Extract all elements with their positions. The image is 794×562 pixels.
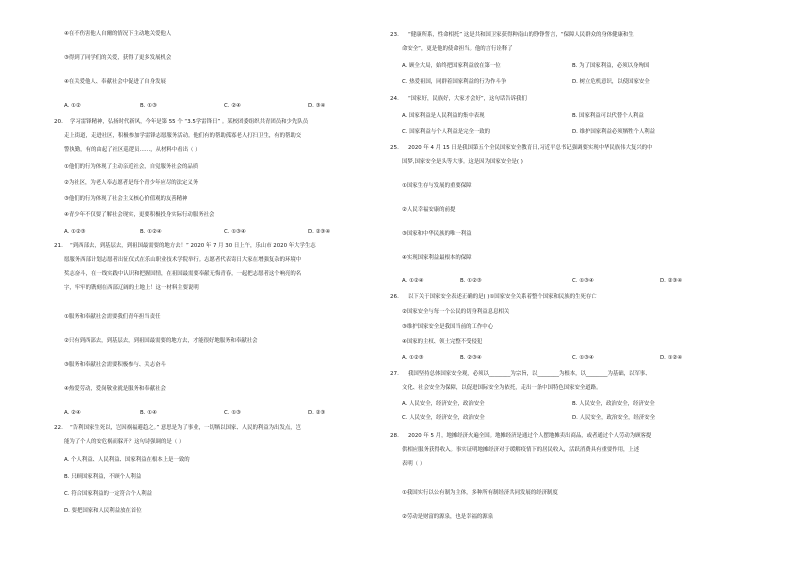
stem-line: 愿服务西部计划志愿者出征仪式在乐山职业技术学院举行。志愿者代表寄日大家在增强复杂的环境中 — [64, 257, 302, 263]
option-line: D. 要把国家和人民利益放在首位 — [64, 508, 142, 514]
item-line: ①服务和奉献社会需要我们青年担当责任 — [64, 314, 161, 320]
q19-options — [64, 103, 382, 110]
stem-line: 2020 年 5 月，地摊经济火遍全国。地摊经济是通过个人摆地摊卖出商品，或者通过个人劳动为顾客提 — [408, 433, 652, 439]
question-number: 21. — [54, 243, 63, 249]
q25-options — [402, 278, 744, 285]
option: B. 为了国家利益，必须以身殉国 — [572, 63, 650, 69]
question-number: 28. — [390, 433, 399, 439]
stem-line: 表明（ ） — [402, 461, 426, 467]
option: B. 国家利益可以代替个人利益 — [572, 113, 644, 119]
option: B. ①③ — [140, 103, 157, 109]
stem-line: 我国坚持总体国家安全观，必须以________为宗旨，以________为根本，以________为基础，以军事、 — [408, 371, 651, 377]
item-line: ②只有到西部去，到基层去，到祖国最需要的地方去，才能很好地服务和奉献社会 — [64, 338, 258, 344]
option: C. ①③ — [224, 410, 241, 416]
option: C. 人民安全，经济安全，政治安全 — [402, 415, 485, 421]
option-line: B. 只顾国家利益，不顾个人利益 — [64, 474, 142, 480]
option-line: A. 个人利益、人民利益、国家利益在根本上是一致的 — [64, 457, 190, 463]
option: C. ①③④ — [572, 355, 594, 361]
option: D. 树立危机意识，以使国家安全 — [572, 79, 650, 85]
item-line: ②人民幸福安康的前提 — [402, 207, 456, 213]
item-line: ①国家生存与发展的重要保障 — [402, 183, 472, 189]
stem-line: “到西部去，到基层去，到祖国最需要的地方去！” 2020 年 7 月 30 日上午，乐山市 2020 年大学生志 — [70, 243, 316, 249]
stem-line: 命安全”，更是他的使命担当。他的言行诠释了 — [402, 46, 513, 52]
stem-line: 奖志奋斗，在一线实践中认识和把握国情，在祖国最需要奉献无悔青春，一起把志愿者这个响亮的名 — [64, 271, 302, 277]
option: A. ①②③ — [64, 229, 86, 235]
stem-line: 警执勤，有的由起了社区巡逻员……，从材料中看出（ ） — [64, 147, 201, 153]
option: C. ①③④ — [224, 229, 246, 235]
item-line: ④在不伤害他人自爾的情况下主动地关爱他人 — [64, 31, 172, 37]
option: C. 国家利益与个人利益是完全一致的 — [402, 129, 491, 135]
q26-options — [402, 355, 744, 362]
option: B. ①②③ — [460, 278, 482, 284]
item-line: ④国家的主权、领土完整不受侵犯 — [402, 339, 483, 345]
item-line: ③得到了同学们的关爱，获得了更多发展机会 — [64, 55, 172, 61]
option-line: C. 符合国家利益的一定符合个人利益 — [64, 491, 153, 497]
option: B. 人民安全，政治安全，经济安全 — [572, 401, 655, 407]
stem-line: 以下关于国家安全表述正确的是( )①国家安全关系着整个国家和民族的生死存亡 — [408, 294, 597, 300]
item-line: ③国家和中华民族的唯一利益 — [402, 231, 472, 237]
option: C. 热爱祖国，同群着国家利益的行为作斗争 — [402, 79, 507, 85]
item-line: ③服务和奉献社会需要积极参与、关志奋斗 — [64, 362, 166, 368]
stem-line: 文化、社会安全为保障，以促进国际安全为依托，走出一条中国特色国家安全道路。 — [402, 385, 602, 391]
option: D. ②③④ — [660, 278, 683, 284]
question-number: 27. — [390, 371, 399, 377]
stem-line: 走上街道，走进社区，积极参加学雷锋志愿服务活动。他们有的帮助孤寡老人打扫卫生，有的帮助交 — [64, 133, 302, 139]
option: D. ②③④ — [308, 229, 331, 235]
stem-line: 供相应服务获得收入。事实证明地摊经济对于缓解疫情下的居民收入，活跃消费具有重要作用，上述 — [402, 447, 640, 453]
question-number: 26. — [390, 294, 399, 300]
q23-options — [402, 79, 744, 86]
option: D. 维护国家利益必须牺牲个人利益 — [572, 129, 656, 135]
stem-line: “国家好，民族好，大家才会好”，这句话告诉我们 — [408, 96, 527, 102]
stem-line: “告利国家生死以，岂因祸福避趋之。” 意思是为了事业，一切牺以国家、人民的利益为出发点，岂 — [70, 425, 302, 431]
option: B. ①②④ — [140, 229, 162, 235]
stem-line: 国梦,国家安全是头等大事。这是因为国家安全是( ) — [402, 159, 523, 165]
item-line: ③维护国家安全是我国当前的工作中心 — [402, 324, 494, 330]
q24-options — [402, 129, 744, 136]
option: A. 人民安全，经济安全，政治安全 — [402, 401, 485, 407]
option: A. ①②③ — [402, 355, 424, 361]
question-number: 24. — [390, 96, 399, 102]
item-line: ④青少年不仅要了解社会现实，更要积极投身实际行动服务社会 — [64, 212, 215, 218]
option: A. 顾全大局，始终把国家利益放在第一位 — [402, 63, 501, 69]
stem-line: 2020 年 4 月 15 日是我国第五个全民国家安全教育日,习近平总书记强调要实现中华民族伟大复兴的中 — [408, 145, 653, 151]
q20-options — [64, 229, 382, 236]
item-line: ②劳动是财富的源泉，也是幸福的源泉 — [402, 514, 494, 520]
item-line: ④热爱劳动，爱岗敬业就是服务和奉献社会 — [64, 386, 166, 392]
option: D. 人民安全，政治安全，经济安全 — [572, 415, 656, 421]
stem-line: 字，牢牢的镌刻在西部辽阔的土地上！这一材料主要说明 — [64, 285, 199, 291]
question-number: 23. — [390, 32, 399, 38]
option: D. ③④ — [308, 103, 326, 109]
option: A. ①② — [64, 103, 81, 109]
question-number: 25. — [390, 145, 399, 151]
item-line: ②国家安全与每一个公民的切身利益息息相关 — [402, 309, 510, 315]
q27-options — [402, 401, 744, 408]
option: A. 国家利益是人民利益的集中表现 — [402, 113, 485, 119]
option: A. ②④ — [64, 410, 81, 416]
question-number: 20. — [54, 119, 63, 125]
option: B. ①④ — [140, 410, 157, 416]
stem-line: 能为了个人的安危祸而躲开？这句诗强调的是（ ） — [64, 439, 185, 445]
option: B. ②③④ — [460, 355, 482, 361]
question-number: 22. — [54, 425, 63, 431]
option: D. ①②④ — [660, 355, 683, 361]
item-line: ①我国实行以公有制为主体，多种所有制经济共同发展的经济制度 — [402, 490, 558, 496]
stem-line: “健康所系，性命相托” 这是共和国卫家获得种南山的铮铮誓言，“保障人民群众的身体健康和生 — [408, 32, 634, 38]
option: C. ②④ — [224, 103, 241, 109]
item-line: ④实现国家利益最根本的保障 — [402, 255, 472, 261]
item-line: ③他们的行为体现了社会主义核心价值观的友善精神 — [64, 196, 188, 202]
option: C. ①③④ — [572, 278, 594, 284]
item-line: ④在关爱他人、奉献社会中促进了自身发展 — [64, 79, 166, 85]
q24-options — [402, 113, 744, 120]
q23-options — [402, 63, 744, 70]
q27-options — [402, 415, 744, 422]
q21-options — [64, 410, 382, 417]
item-line: ①他们的行为体现了主动亲近社会，自觉服务社会的品质 — [64, 164, 199, 170]
option: D. ②③ — [308, 410, 326, 416]
item-line: ②为社区，为老人奉志愿者是每个青少年应尽的法定义务 — [64, 180, 199, 186]
option: A. ①②④ — [402, 278, 424, 284]
stem-line: 学习雷锋精神，弘扬时代新风，今年是第 55 个 “3.5学雷锋日” 。某校团委组织共青团员和少先队员 — [70, 119, 309, 125]
